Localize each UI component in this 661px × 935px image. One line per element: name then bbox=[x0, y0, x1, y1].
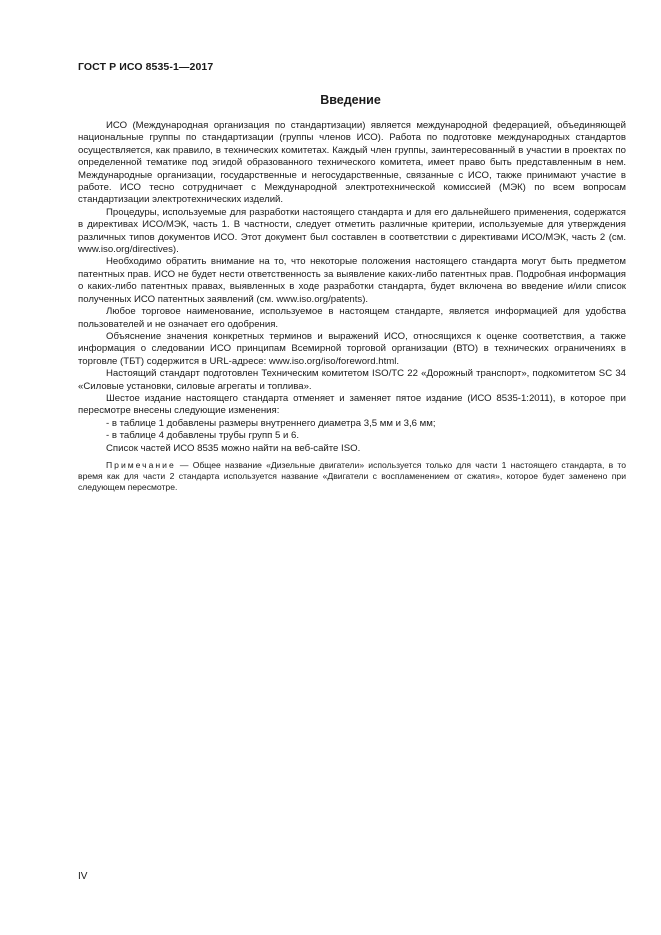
paragraph-iso-intro: ИСО (Международная организация по стандартизации) является международной федерацией, объединяющей национальные группы по стандартизации (группы членов ИСО). Работа по подготовке международных стандартов осуществляется, как правило, в технических комитетах. Каждый член группы, заинтересованный в участии в проектах по определенной тематике под эгидой образованного технического комитета, имеет право быть представленным в нем. Международные организации, государственные и негосударственные, связанные с ИСО, также принимают участие в работе. ИСО тесно сотрудничает с Международной электротехнической комиссией (МЭК) по всем вопросам стандартизации электротехнических изделий. bbox=[78, 120, 626, 206]
paragraph-edition: Шестое издание настоящего стандарта отменяет и заменяет пятое издание (ИСО 8535-1:2011), в которое при пересмотре внесены следующие изменения: bbox=[78, 392, 626, 417]
paragraph-committee: Настоящий стандарт подготовлен Техническим комитетом ISO/TC 22 «Дорожный транспорт», подкомитетом SC 34 «Силовые установки, силовые агрегаты и топлива». bbox=[78, 368, 626, 392]
section-title: Введение bbox=[320, 93, 381, 107]
note-label: Примечание bbox=[106, 459, 176, 470]
list-item: - в таблице 4 добавлены трубы групп 5 и 6. bbox=[106, 430, 300, 442]
document-header: ГОСТ Р ИСО 8535-1—2017 bbox=[78, 61, 214, 73]
paragraph-parts: Список частей ИСО 8535 можно найти на веб-сайте ISO. bbox=[106, 442, 361, 454]
page-number: IV bbox=[78, 871, 88, 882]
note bbox=[78, 460, 626, 493]
list-item: - в таблице 1 добавлены размеры внутреннего диаметра 3,5 мм и 3,6 мм; bbox=[106, 417, 436, 429]
note-text: — Общее название «Дизельные двигатели» используется только для части 1 настоящего стандарта, в то время как для части 2 стандарта используется название «Двигатели с воспламенением от сжатия», которое будет заменено при следующем пересмотре. bbox=[78, 459, 626, 492]
paragraph-patents: Необходимо обратить внимание на то, что некоторые положения настоящего стандарта могут быть предметом патентных прав. ИСО не будет нести ответственность за выявление каких-либо патентных прав. Подробная информация о каких-либо патентных правах, выявленных в ходе разработки стандарта, будет включена во введение и/или список полученных ИСО патентных заявлений (см. www.iso.org/patents). bbox=[78, 256, 626, 305]
paragraph-conformity: Объяснение значения конкретных терминов и выражений ИСО, относящихся к оценке соответствия, а также информация о следовании ИСО принципам Всемирной торговой организации (ВТО) в технических ограничениях в торговле (ТБТ) содержится в URL-адресе: www.iso.org/iso/foreword.html. bbox=[78, 330, 626, 367]
paragraph-procedures: Процедуры, используемые для разработки настоящего стандарта и для его дальнейшего применения, содержатся в директивах ИСО/МЭК, часть 1. В частности, следует отметить различные критерии, используемые для утверждения различных типов документов ИСО. Этот документ был составлен в соответствии с директивами ИСО/МЭК, часть 2 (см. www.iso.org/directives). bbox=[78, 206, 626, 256]
body-text bbox=[78, 120, 626, 502]
paragraph-trade-names: Любое торговое наименование, используемое в настоящем стандарте, является информацией для удобства пользователей и не означает его одобрения. bbox=[78, 306, 626, 330]
